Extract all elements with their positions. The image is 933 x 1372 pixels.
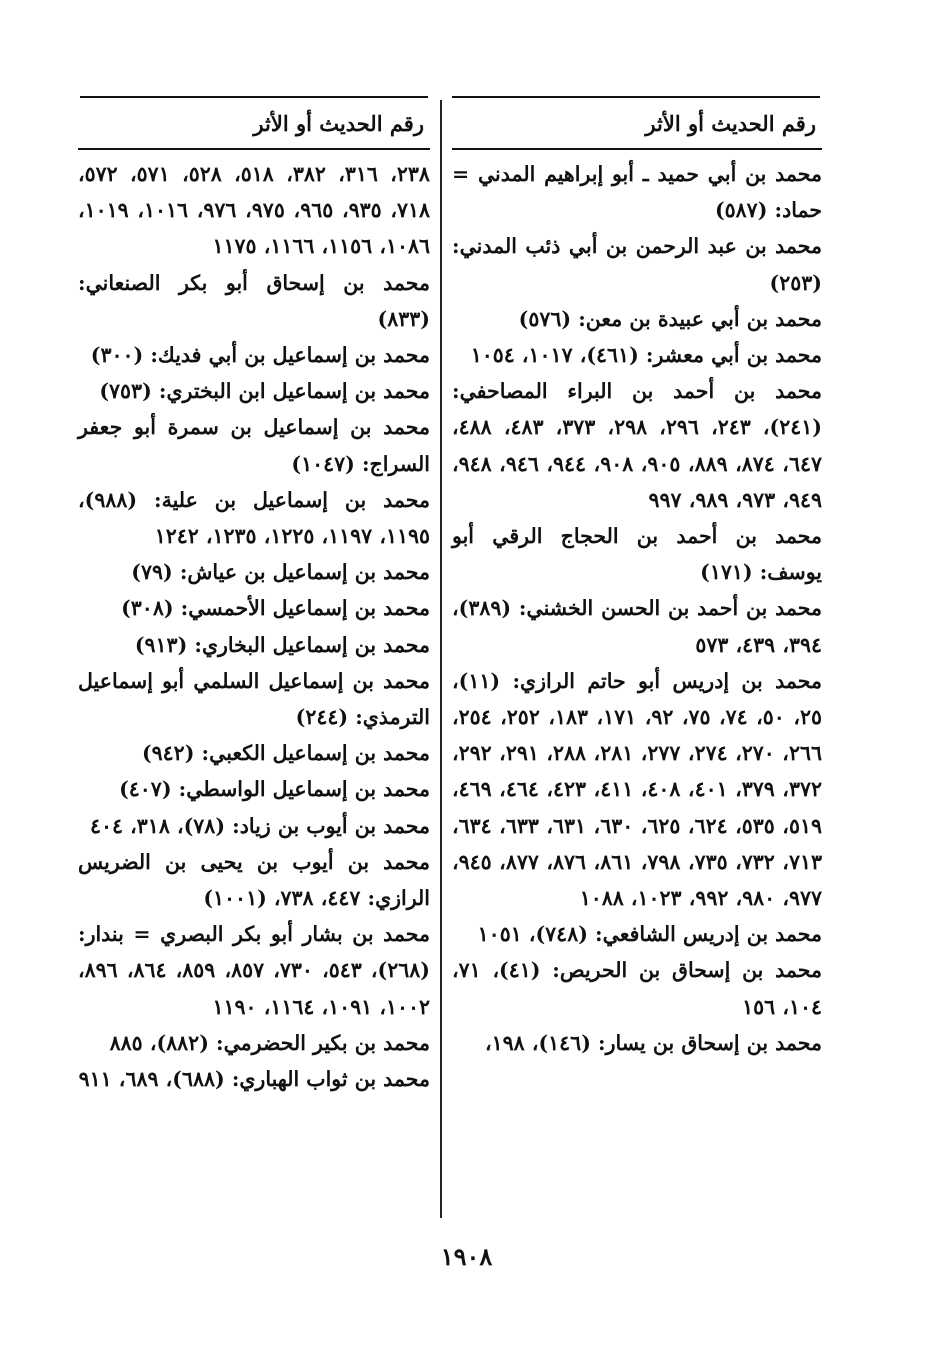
index-entry: محمد بن إسماعيل ابن البختري: (٧٥٣) bbox=[99, 379, 430, 404]
index-entry: محمد بن بكير الحضرمي: (٨٨٢)، ٨٨٥ bbox=[109, 1030, 430, 1055]
index-entry: محمد بن أحمد بن البراء المصاحفي: (٢٤١)، ٢٤٣، ٢٩٦، ٢٩٨، ٣٧٣، ٤٨٣، ٤٨٨، ٦٤٧، ٨٧٤، ٨٨٩، ٩٠٥، ٩٠٨، ٩٤٤، ٩٤٦، ٩٤٨، ٩٤٩، ٩٧٣، ٩٨٩، ٩٩٧ bbox=[452, 379, 822, 512]
index-entry: محمد بن أحمد بن الحجاج الرقي أبو يوسف: (١٧١) bbox=[452, 524, 822, 585]
index-entry: محمد بن عبد الرحمن بن أبي ذئب المدني: (٢٥٣) bbox=[452, 234, 822, 295]
right-column-header: رقم الحديث أو الأثر bbox=[645, 111, 816, 136]
right-column-header-rule bbox=[452, 148, 822, 150]
index-entry: محمد بن إسحاق بن الحريص: (٤١)، ٧١، ١٠٤، ١٥٦ bbox=[452, 958, 823, 1019]
index-entry: محمد بن إسماعيل الأحمسي: (٣٠٨) bbox=[121, 596, 430, 621]
index-entry: محمد بن أبي معشر: (٤٦١)، ١٠١٧، ١٠٥٤ bbox=[470, 343, 822, 368]
column-divider bbox=[440, 100, 442, 1218]
left-column-entries bbox=[78, 156, 430, 1097]
index-entry: محمد بن إسماعيل بن علية: (٩٨٨)، ١١٩٥، ١١٩٧، ١٢٢٥، ١٢٣٥، ١٢٤٢ bbox=[78, 487, 430, 549]
index-entry: محمد بن إسماعيل البخاري: (٩١٣) bbox=[134, 632, 430, 657]
index-entry: محمد بن إسماعيل السلمي أبو إسماعيل الترمذي: (٢٤٤) bbox=[78, 668, 430, 730]
index-entry: محمد بن أبي حميد ـ أبو إبراهيم المدني = حماد: (٥٨٧) bbox=[452, 162, 822, 223]
index-entry: محمد بن أيوب بن زياد: (٧٨)، ٣١٨، ٤٠٤ bbox=[89, 813, 430, 838]
index-entry: محمد بن بشار أبو بكر البصري = بندار: (٢٦٨)، ٥٤٣، ٧٣٠، ٨٥٧، ٨٥٩، ٨٦٤، ٨٩٦، ١٠٠٢، ١٠٩١، ١١٦٤، ١١٩٠ bbox=[78, 922, 430, 1019]
left-column-header: رقم الحديث أو الأثر bbox=[253, 111, 424, 136]
index-entry-continuation: ٢٣٨، ٣١٦، ٣٨٢، ٥١٨، ٥٢٨، ٥٧١، ٥٧٢، ٧١٨، ٩٣٥، ٩٦٥، ٩٧٥، ٩٧٦، ١٠١٦، ١٠١٩، ١٠٨٦، ١١٥٦، ١١٦٦، ١١٧٥ bbox=[78, 162, 431, 259]
left-column bbox=[78, 96, 430, 1097]
index-entry: محمد بن إسماعيل بن سمرة أبو جعفر السراج: (١٠٤٧) bbox=[78, 415, 430, 476]
index-entry: محمد بن إسماعيل الكعبي: (٩٤٢) bbox=[141, 741, 430, 766]
page-number: ١٩٠٨ bbox=[440, 1242, 493, 1271]
index-entry: محمد بن ثواب الهباري: (٦٨٨)، ٦٨٩، ٩١١ bbox=[78, 1067, 430, 1092]
index-entry: محمد بن إسحاق بن يسار: (١٤٦)، ١٩٨، bbox=[485, 1030, 822, 1055]
index-entry: محمد بن إدريس الشافعي: (٧٤٨)، ١٠٥١ bbox=[477, 922, 822, 947]
index-entry: محمد بن إدريس أبو حاتم الرازي: (١١)، ٢٥، ٥٠، ٧٤، ٧٥، ٩٢، ١٧١، ١٨٣، ٢٥٢، ٢٥٤، ٢٦٦، ٢٧٠، ٢٧٤، ٢٧٧، ٢٨١، ٢٨٨، ٢٩١، ٢٩٢، ٣٧٢، ٣٧٩، ٤٠١، ٤٠٨، ٤١١، ٤٢٣، ٤٦٤، ٤٦٩، ٥١٩، ٥٣٥، ٦٢٤، ٦٢٥، ٦٣٠، ٦٣١، ٦٣٣، ٦٣٤، ٧١٣، ٧٣٢، ٧٣٥، ٧٩٨، ٨٦١، ٨٧٦، ٨٧٧، ٩٤٥، ٩٧٧، ٩٨٠، ٩٩٢، ١٠٢٣، ١٠٨٨ bbox=[452, 668, 822, 911]
right-column bbox=[452, 96, 822, 1061]
right-column-entries bbox=[452, 156, 822, 1061]
index-entry: محمد بن إسماعيل بن أبي فديك: (٣٠٠) bbox=[90, 343, 430, 368]
index-entry: محمد بن أحمد بن الحسن الخشني: (٣٨٩)، ٣٩٤، ٤٣٩، ٥٧٣ bbox=[452, 596, 822, 657]
index-entry: محمد بن إسماعيل بن عياش: (٧٩) bbox=[131, 560, 430, 585]
left-column-header-rule bbox=[78, 148, 430, 150]
index-entry: محمد بن إسماعيل الواسطي: (٤٠٧) bbox=[119, 777, 430, 802]
index-entry: محمد بن أيوب بن يحيى بن الضريس الرازي: ٤٤٧، ٧٣٨، (١٠٠١) bbox=[78, 849, 430, 911]
index-entry: محمد بن أبي عبيدة بن معن: (٥٧٦) bbox=[518, 306, 822, 331]
index-entry: محمد بن إسحاق أبو بكر الصنعاني: (٨٣٣) bbox=[78, 270, 430, 331]
